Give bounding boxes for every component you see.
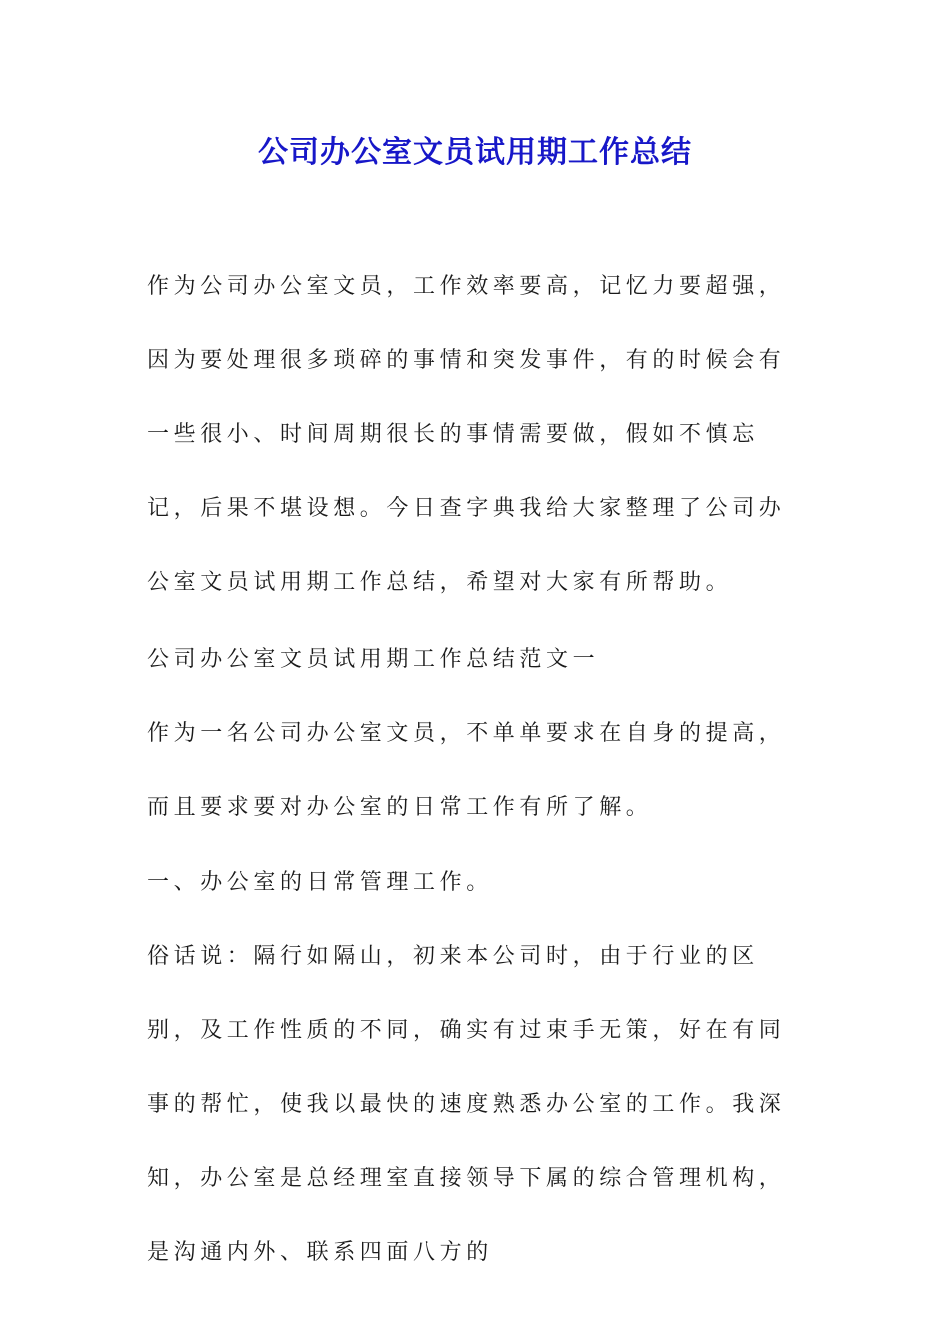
paragraph-sample-heading: 公司办公室文员试用期工作总结范文一 [147, 647, 600, 672]
paragraph-intro: 作为公司办公室文员，工作效率要高，记忆力要超强，因为要处理很多琐碎的事情和突发事件，有的时候会有一些很小、时间周期很长的事情需要做，假如不慎忘记，后果不堪设想。今日查字典我给大家整理了公司办公室文员试用期工作总结，希望对大家有所帮助。 [147, 274, 786, 595]
paragraph-daily-management: 俗话说：隔行如隔山，初来本公司时，由于行业的区别，及工作性质的不同，确实有过束手无策，好在有同事的帮忙，使我以最快的速度熟悉办公室的工作。我深知，办公室是总经理室直接领导下属的综合管理机构，是沟通内外、联系四面八方的 [147, 944, 786, 1265]
section-heading-daily-management: 一、办公室的日常管理工作。 [147, 870, 493, 895]
paragraph-clerk-requirements: 作为一名公司办公室文员，不单单要求在自身的提高，而且要求要对办公室的日常工作有所了解。 [147, 721, 786, 820]
document-title: 公司办公室文员试用期工作总结 [258, 135, 692, 170]
